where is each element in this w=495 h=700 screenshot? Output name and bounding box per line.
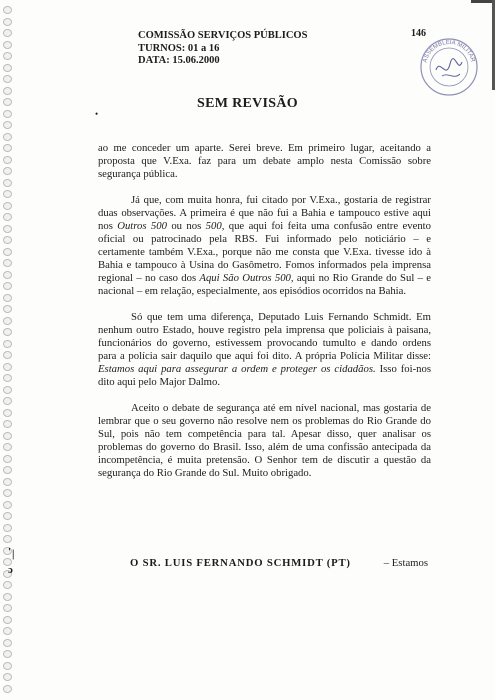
binding-hole: [3, 317, 12, 325]
document-header: [138, 30, 307, 68]
paragraph-4: Aceito o debate de segurança até em nível nacional, mas gostaria de lembrar que o seu governo não resolve nem os problemas do Rio Grande do Sul, pois não tem competência para tal. Apesar disso, quer analisar os problemas do governo do Brasil. Isso, além de uma confissão antecipada da incompetência, é muita pretensão. O Senhor tem de discutir a questão da segurança do Rio Grande do Sul. Muito obrigado.: [98, 402, 431, 479]
binding-hole: [3, 64, 12, 72]
binding-hole: [3, 489, 12, 497]
binding-hole: [3, 52, 12, 60]
paragraph-3: Só que tem uma diferença, Deputado Luis Fernando Schmidt. Em nenhum outro Estado, houve registro pela imprensa que policiais à paisana, funcionários do governo, estivessem provocando tumulto e dando ordens para a polícia sair daquilo que aqui foi dito. A própria Polícia Militar disse: Estamos aqui para assegurar a ordem e proteger os cidadãos. Isso foi-nos dito aqui pelo Major Dalmo.: [98, 311, 432, 388]
margin-mark-1: ': [8, 546, 12, 558]
binding-hole: [3, 41, 12, 49]
binding-hole: [3, 639, 12, 647]
binding-hole: [3, 133, 12, 141]
binding-hole: [3, 144, 12, 152]
binding-hole: [3, 593, 12, 601]
binding-hole: [3, 87, 12, 95]
binding-hole: [3, 282, 12, 290]
binding-hole: [3, 478, 12, 486]
binding-hole: [3, 616, 12, 624]
binding-hole: [3, 351, 12, 359]
binding-hole: [3, 627, 12, 635]
binding-hole: [3, 190, 12, 198]
binding-hole: [3, 409, 12, 417]
binding-hole: [3, 650, 12, 658]
commission-name: COMISSÃO SERVIÇOS PÚBLICOS: [138, 30, 308, 41]
speaker-name: O SR. LUIS FERNANDO SCHMIDT (PT): [130, 557, 351, 569]
paragraph-2: Já que, com muita honra, fui citado por V.Exa., gostaria de registrar duas observações. A primeira é que não fui a Bahia e tampouco estive aqui nos Outros 500 ou nos 500, que aqui foi feita uma confusão entre evento oficial ou patrocinado pela RBS. Fui informado pelo noticiário – e certamente também V.Exa., porque não me consta que V.Exa. tivesse ido à Bahia e tampouco à Usina do Gasômetro. Fomos informados pela imprensa regional – no caso dos Aqui São Outros 500, aqui no Rio Grande do Sul – e nacional – em relação, especialmente, aos episódios ocorridos na Bahia.: [98, 194, 432, 297]
binding-hole: [3, 386, 12, 394]
binding-hole: [3, 18, 12, 26]
binding-hole: [3, 259, 12, 267]
binding-hole: [3, 248, 12, 256]
binding-hole: [3, 374, 12, 382]
binding-hole: [3, 271, 12, 279]
binding-hole: [3, 581, 12, 589]
binding-hole: [3, 535, 12, 543]
binding-hole: [3, 420, 12, 428]
revision-status-title: SEM REVISÃO: [197, 96, 298, 111]
binding-hole: [3, 524, 12, 532]
shifts-line: TURNOS: 01 a 16: [138, 42, 220, 54]
binding-hole: [3, 662, 12, 670]
binding-hole: [3, 340, 12, 348]
binding-hole: [3, 501, 12, 509]
bullet-mark: •: [95, 109, 99, 119]
binding-hole: [3, 75, 12, 83]
binding-hole: [3, 363, 12, 371]
binding-hole: [3, 328, 12, 336]
binding-hole: [3, 305, 12, 313]
svg-text:ASSEMBLEIA MILITAR: ASSEMBLEIA MILITAR: [422, 39, 476, 64]
binding-hole: [3, 202, 12, 210]
binding-hole: [3, 455, 12, 463]
binding-hole: [3, 167, 12, 175]
binding-hole: [3, 179, 12, 187]
binding-hole: [3, 213, 12, 221]
binding-hole: [3, 236, 12, 244]
transcript-body: [98, 142, 431, 493]
binding-hole: [3, 432, 12, 440]
speaker-line: [130, 557, 428, 569]
binding-hole: [3, 512, 12, 520]
speaker-text-start: – Estamos: [383, 557, 428, 569]
page-number: 146: [411, 28, 426, 39]
margin-mark-3: ɔ: [8, 564, 13, 576]
binding-hole: [3, 466, 12, 474]
date-line: DATA: 15.06.2000: [138, 55, 220, 66]
binding-hole: [3, 121, 12, 129]
paragraph-1: ao me conceder um aparte. Serei breve. Em primeiro lugar, aceitando a proposta que V.Exa. faz para um debate amplo nesta Comissão sobre segurança pública.: [98, 142, 431, 180]
binding-hole: [3, 29, 12, 37]
binding-hole: [3, 397, 12, 405]
binding-hole: [3, 685, 12, 693]
binding-hole: [3, 604, 12, 612]
binding-hole: [3, 225, 12, 233]
official-stamp: [418, 36, 480, 98]
binding-hole: [3, 6, 12, 14]
margin-mark-2: |: [12, 548, 15, 560]
binding-hole: [3, 443, 12, 451]
binding-hole: [3, 156, 12, 164]
binding-hole: [3, 294, 12, 302]
binding-hole: [3, 673, 12, 681]
